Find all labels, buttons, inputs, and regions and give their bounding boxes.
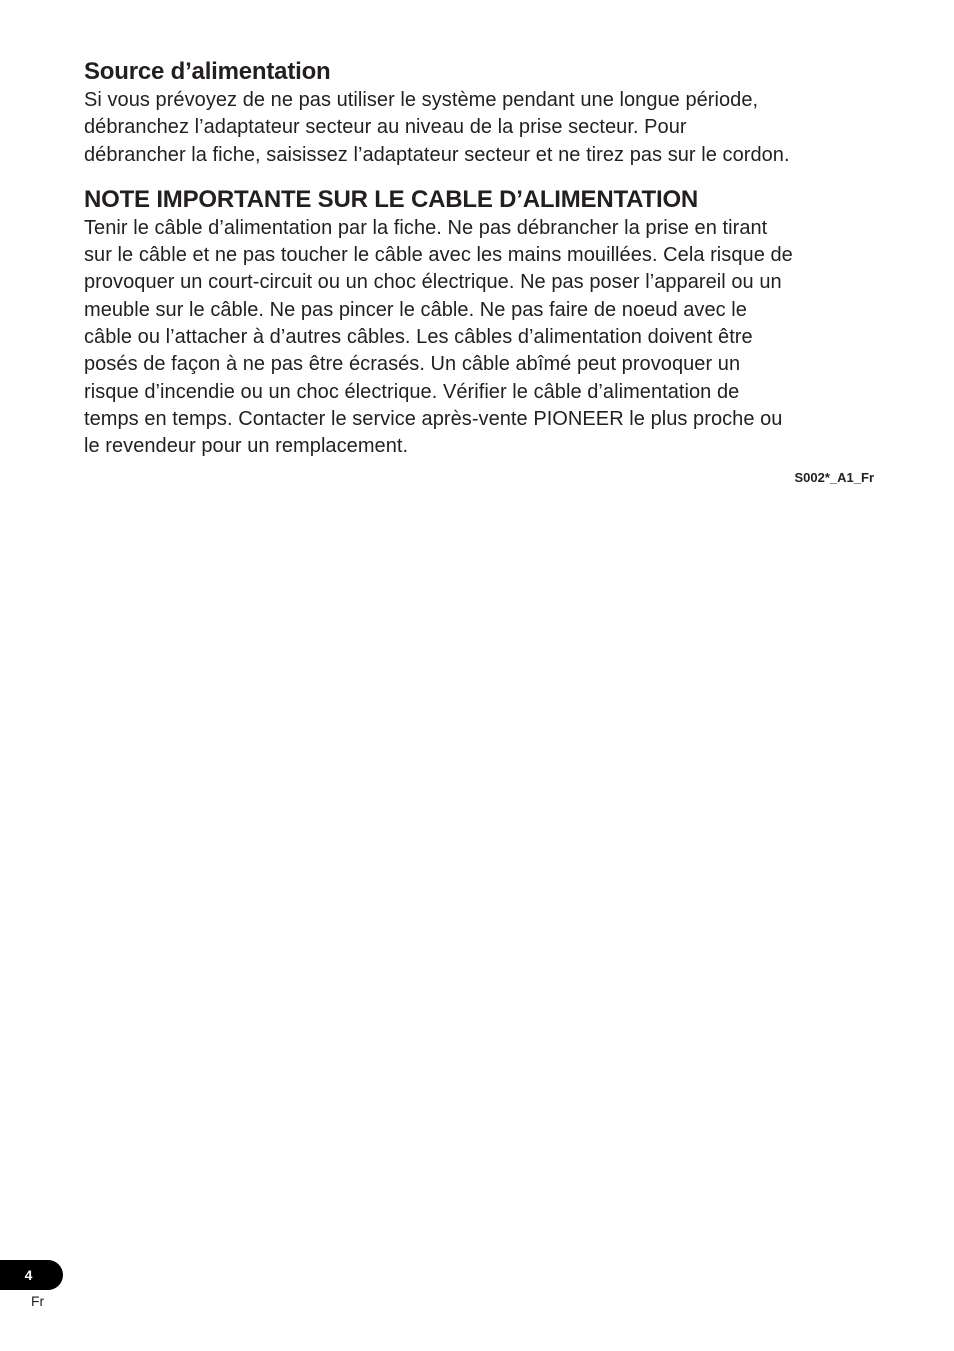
- paragraph-line: Tenir le câble d’alimentation par la fiche. Ne pas débrancher la prise en tirant: [84, 216, 768, 239]
- section-heading-power-cable-note: NOTE IMPORTANTE SUR LE CABLE D’ALIMENTATION: [84, 185, 699, 213]
- reference-code: S002*_A1_Fr: [794, 470, 874, 485]
- section-heading-power-source: Source d’alimentation: [84, 58, 331, 85]
- paragraph-line: débrancher la fiche, saisissez l’adaptateur secteur et ne tirez pas sur le cordon.: [84, 143, 790, 166]
- section-power-source: [84, 57, 884, 169]
- paragraph-line: posés de façon à ne pas être écrasés. Un câble abîmé peut provoquer un: [84, 353, 741, 376]
- section-paragraph-power-cable-note: [84, 215, 884, 461]
- paragraph-line: débranchez l’adaptateur secteur au niveau de la prise secteur. Pour: [84, 116, 687, 139]
- paragraph-line: meuble sur le câble. Ne pas pincer le câble. Ne pas faire de noeud avec le: [84, 298, 747, 321]
- language-label: Fr: [31, 1293, 45, 1309]
- paragraph-line: risque d’incendie ou un choc électrique. Vérifier le câble d’alimentation de: [84, 380, 740, 403]
- paragraph-line: câble ou l’attacher à d’autres câbles. Les câbles d’alimentation doivent être: [84, 326, 753, 349]
- section-power-cable-note: [84, 185, 884, 461]
- paragraph-line: provoquer un court-circuit ou un choc électrique. Ne pas poser l’appareil ou un: [84, 271, 782, 294]
- section-paragraph-power-source: [84, 87, 884, 169]
- page-number-tab: 4: [0, 1260, 63, 1290]
- paragraph-line: temps en temps. Contacter le service après-vente PIONEER le plus proche ou: [84, 407, 783, 430]
- paragraph-line: Si vous prévoyez de ne pas utiliser le système pendant une longue période,: [84, 89, 759, 111]
- paragraph-line: le revendeur pour un remplacement.: [84, 435, 409, 458]
- page-content: [84, 57, 884, 485]
- paragraph-line: sur le câble et ne pas toucher le câble avec les mains mouillées. Cela risque de: [84, 244, 793, 267]
